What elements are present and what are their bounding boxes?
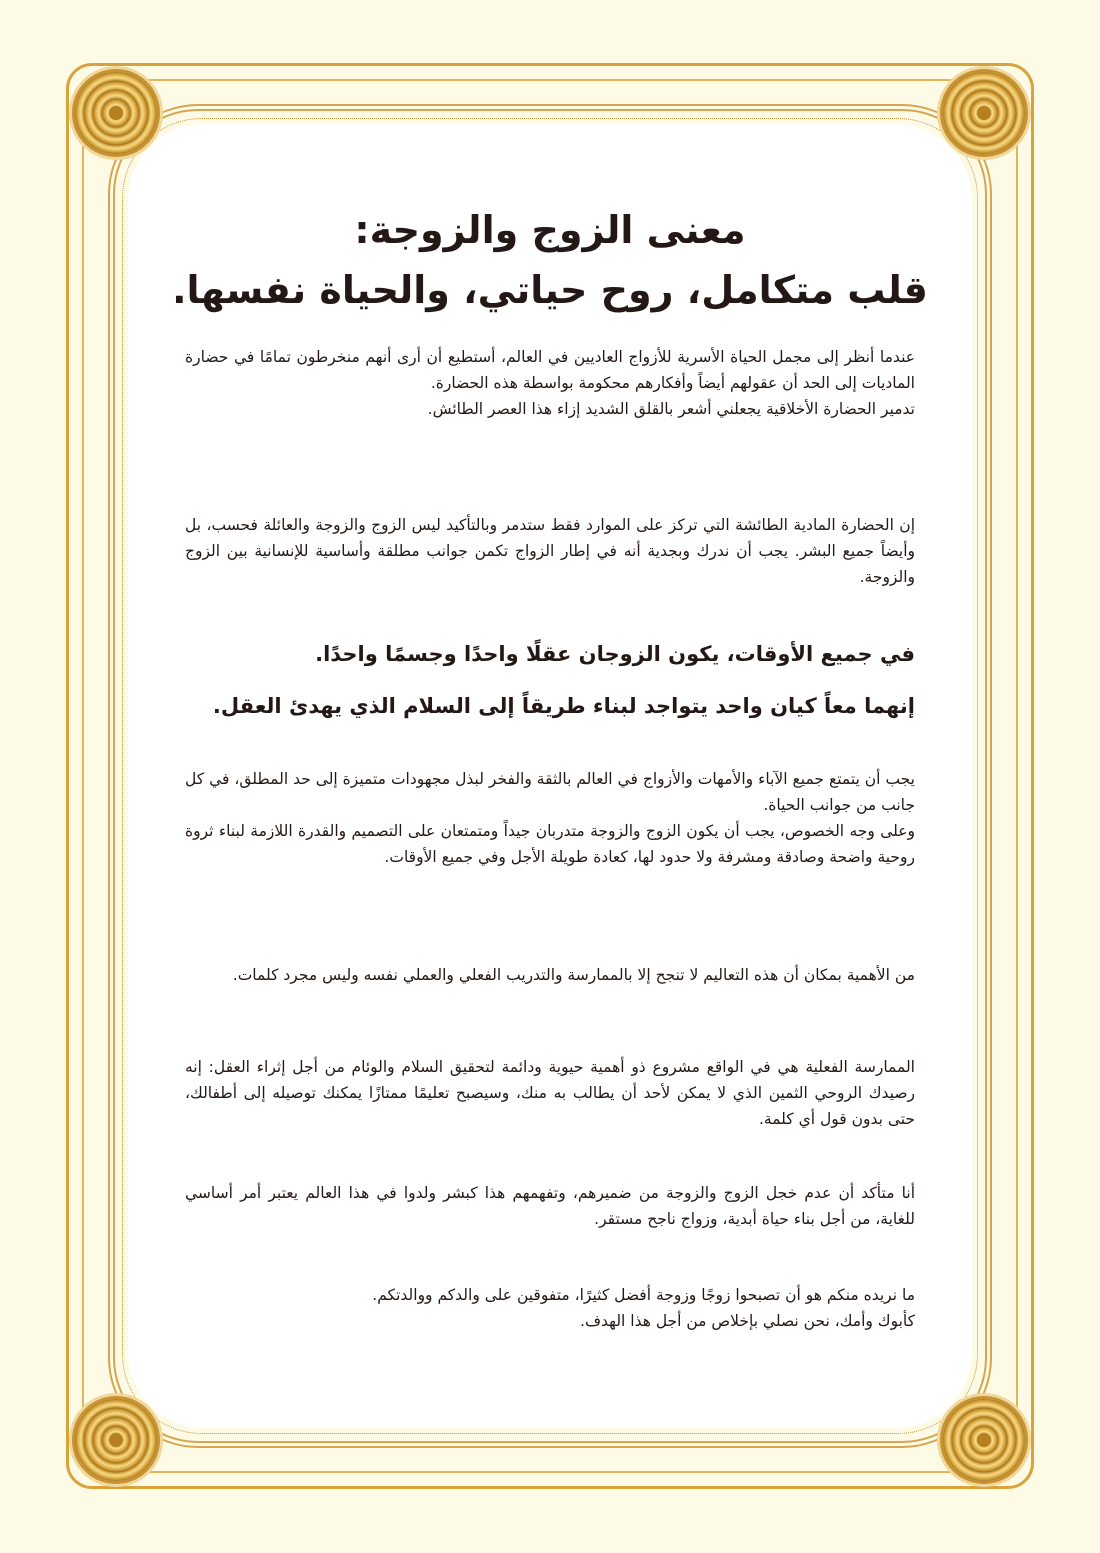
paragraph xyxy=(185,1054,915,1132)
paragraph xyxy=(185,1282,915,1334)
emphasis-block xyxy=(185,628,915,732)
paragraph-line: كأبوك وأمك، نحن نصلي بإخلاص من أجل هذا الهدف. xyxy=(580,1312,915,1330)
title-line-2: قلب متكامل، روح حياتي، والحياة نفسها. xyxy=(172,268,928,312)
paragraph-line: إن الحضارة المادية الطائشة التي تركز على الموارد فقط ستدمر وبالتأكيد ليس الزوج والزوجة والعائلة فحسب، بل وأيضاً جميع البشر. يجب أن ندرك وبجدية أنه في إطار الزواج تكمن جوانب مطلقة وأساسية للإنسانية بين الزوج والزوجة. xyxy=(185,516,915,586)
title-line-1: معنى الزوج والزوجة: xyxy=(354,208,746,252)
paragraph-line: يجب أن يتمتع جميع الآباء والأمهات والأزواج في العالم بالثقة والفخر لبذل مجهودات متميزة إلى حد المطلق، في كل جانب من جوانب الحياة. xyxy=(185,770,915,814)
emphasis-line: في جميع الأوقات، يكون الزوجان عقلًا واحدًا وجسمًا واحدًا. xyxy=(315,642,915,666)
paragraph-line: من الأهمية بمكان أن هذه التعاليم لا تنجح إلا بالممارسة والتدريب الفعلي والعملي نفسه وليس مجرد كلمات. xyxy=(232,966,915,984)
gold-medallion-icon xyxy=(75,1399,157,1481)
gold-medallion-icon xyxy=(943,1399,1025,1481)
paragraph-line: وعلى وجه الخصوص، يجب أن يكون الزوج والزوجة متدربان جيداً ومتمتعان على التصميم والقدرة اللازمة لبناء ثروة روحية واضحة وصادقة ومشرفة ولا حدود لها، كعادة طويلة الأجل وفي جميع الأوقات. xyxy=(185,822,915,866)
paragraph-line: أنا متأكد أن عدم خجل الزوج والزوجة من ضميرهم، وتفهمهم هذا كبشر ولدوا في هذا العالم يعتبر أمر أساسي للغاية، من أجل بناء حياة أبدية، وزواج ناجح مستقر. xyxy=(185,1184,915,1228)
gold-medallion-icon xyxy=(75,72,157,154)
paragraph xyxy=(185,766,915,870)
paragraph xyxy=(185,512,915,590)
paragraph-line: تدمير الحضارة الأخلاقية يجعلني أشعر بالقلق الشديد إزاء هذا العصر الطائش. xyxy=(427,400,915,418)
paragraph-line: الممارسة الفعلية هي في الواقع مشروع ذو أهمية حيوية ودائمة لتحقيق السلام والوئام من أجل إثراء العقل: إنه رصيدك الروحي الثمين الذي لا يمكن لأحد أن يطالب به منك، وسيصبح تعليمًا ممتازًا يمكنك توصيله إلى أطفالك، حتى بدون قول أي كلمة. xyxy=(185,1058,915,1128)
gold-medallion-icon xyxy=(943,72,1025,154)
paragraph xyxy=(185,1180,915,1232)
paragraph xyxy=(185,344,915,422)
paragraph xyxy=(185,962,915,988)
paragraph-line: ما نريده منكم هو أن تصبحوا زوجًا وزوجة أفضل كثيرًا، متفوقين على والدكم ووالدتكم. xyxy=(372,1286,915,1304)
emphasis-line: إنهما معاً كيان واحد يتواجد لبناء طريقاً إلى السلام الذي يهدئ العقل. xyxy=(212,694,915,718)
page-title xyxy=(150,200,950,320)
paragraph-line: عندما أنظر إلى مجمل الحياة الأسرية للأزواج العاديين في العالم، أستطيع أن أرى أنهم منخرطون تمامًا في حضارة الماديات إلى الحد أن عقولهم أيضاً وأفكارهم محكومة بواسطة هذه الحضارة. xyxy=(185,348,915,392)
